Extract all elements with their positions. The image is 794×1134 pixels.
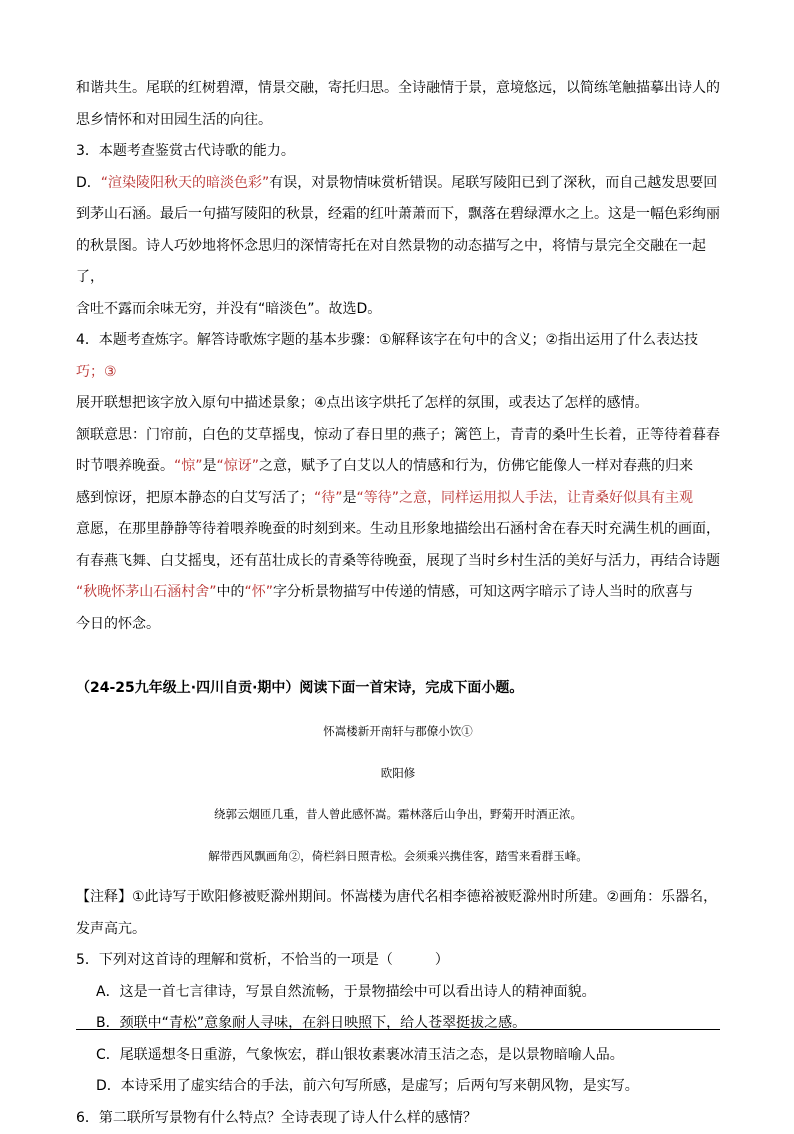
section-heading: （24-25九年级上·四川自贡·期中）阅读下面一首宋诗，完成下面小题。 <box>76 673 720 705</box>
text-line: 有春燕飞舞、白艾摇曳，还有茁壮成长的青桑等待晚蚕，展现了当时乡村生活的美好与活力，再结合诗题 <box>76 546 720 578</box>
annotation: 发声高亢。 <box>76 914 720 946</box>
text-line: 颔联意思：门帘前，白色的艾草摇曳，惊动了春日里的燕子；篱笆上，青青的桑叶生长着，正等待着暮春 <box>76 420 720 452</box>
text-line: “秋晚怀茅山石涵村舍”中的“怀”字分析景物描写中传递的情感，可知这两字暗示了诗人当时的欣喜与 <box>76 577 720 609</box>
poem-line: 解带西风飘画角②，倚栏斜日照青松。会须乘兴携佳客，踏雪来看群玉峰。 <box>76 841 720 871</box>
text-line: 时节喂养晚蚕。“惊”是“惊讶”之意，赋予了白艾以人的情感和行为，仿佛它能像人一样对春燕的归来 <box>76 451 720 483</box>
poem-line: 绕郭云烟匝几重，昔人曾此感怀嵩。霜林落后山争出，野菊开时酒正浓。 <box>76 799 720 829</box>
question-6: 6．第二联所写景物有什么特点？全诗表现了诗人什么样的感情？ <box>76 1103 720 1134</box>
q4-heading: 4．本题考查炼字。解答诗歌炼字题的基本步骤：①解释该字在句中的含义；②指出运用了什么表达技巧；③ <box>76 325 720 388</box>
q3-heading: 3．本题考查鉴赏古代诗歌的能力。 <box>76 136 720 168</box>
text-line: 今日的怀念。 <box>76 609 720 641</box>
text-line: 到茅山石涵。最后一句描写陵阳的秋景，经霜的红叶萧萧而下，飘落在碧绿潭水之上。这是一幅色彩绚丽 <box>76 199 720 231</box>
poem-title: 怀嵩楼新开南轩与郡僚小饮① <box>76 716 720 746</box>
text-line: 的秋景图。诗人巧妙地将怀念思归的深情寄托在对自然景物的动态描写之中，将情与景完全交融在一起了， <box>76 231 720 294</box>
option-c: C．尾联遥想冬日重游，气象恢宏，群山银妆素裹冰清玉洁之态，是以景物暗喻人品。 <box>76 1040 720 1072</box>
text-line: 感到惊讶，把原本静态的白艾写活了；“待”是“等待”之意，同样运用拟人手法，让青桑好似具有主观 <box>76 483 720 515</box>
option-a: A．这是一首七言律诗，写景自然流畅，于景物描绘中可以看出诗人的精神面貌。 <box>76 977 720 1009</box>
poem-author: 欧阳修 <box>76 758 720 788</box>
answer-analysis <box>76 0 720 1134</box>
question-5: 5．下列对这首诗的理解和赏析，不恰当的一项是（ ） <box>76 945 720 977</box>
text-line: 思乡情怀和对田园生活的向往。 <box>76 105 720 137</box>
annotation: 【注释】①此诗写于欧阳修被贬滁州期间。怀嵩楼为唐代名相李德裕被贬滁州时所建。②画角：乐器名， <box>76 882 720 914</box>
option-b: B．颈联中“青松”意象耐人寻味，在斜日映照下，给人苍翠挺拔之感。 <box>76 1008 720 1040</box>
text-line: 和谐共生。尾联的红树碧潭，情景交融，寄托归思。全诗融情于景，意境悠远，以简练笔触描摹出诗人的 <box>76 73 720 105</box>
option-d: D．本诗采用了虚实结合的手法，前六句写所感，是虚写；后两句写来朝风物，是实写。 <box>76 1071 720 1103</box>
highlight-text: “渲染陵阳秋天的暗淡色彩” <box>101 175 270 191</box>
text-line: D．“渲染陵阳秋天的暗淡色彩”有误，对景物情味赏析错误。尾联写陵阳已到了深秋，而自己越发思要回 <box>76 168 720 200</box>
text-line: 意愿，在那里静静等待着喂养晚蚕的时刻到来。生动且形象地描绘出石涵村舍在春天时充满生机的画面， <box>76 514 720 546</box>
answer-line <box>76 1029 720 1030</box>
text-line: 展开联想把该字放入原句中描述景象；④点出该字烘托了怎样的氛围，或表达了怎样的感情。 <box>76 388 720 420</box>
text-line: 含吐不露而余味无穷，并没有“暗淡色”。故选D。 <box>76 294 720 326</box>
